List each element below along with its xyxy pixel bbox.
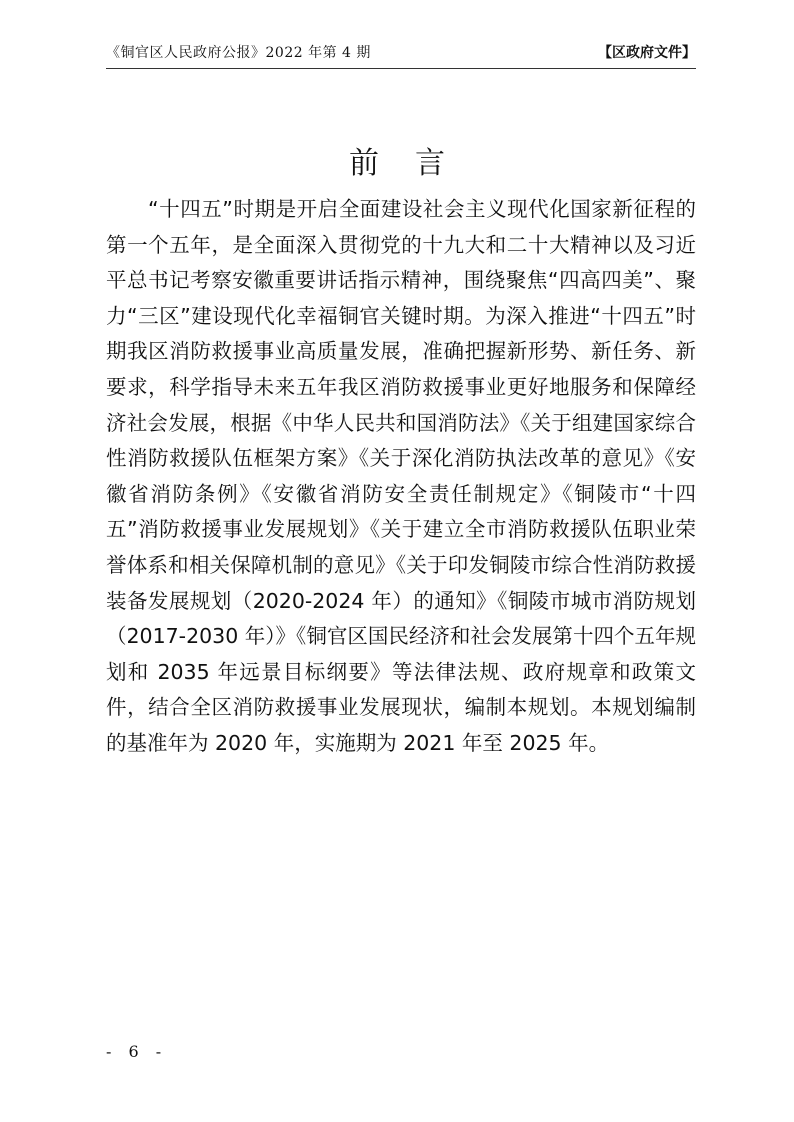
gazette-issue-label: 《铜官区人民政府公报》2022 年第 4 期 <box>106 45 371 61</box>
running-header <box>106 38 696 69</box>
preface-paragraph: “十四五”时期是开启全面建设社会主义现代化国家新征程的第一个五年，是全面深入贯彻党的十九大和二十大精神以及习近平总书记考察安徽重要讲话指示精神，围绕聚焦“四高四美”、聚力“三区”建设现代化幸福铜官关键时期。为深入推进“十四五”时期我区消防救援事业高质量发展，准确把握新形势、新任务、新要求，科学指导未来五年我区消防救援事业更好地服务和保障经济社会发展，根据《中华人民共和国消防法》《关于组建国家综合性消防救援队伍框架方案》《关于深化消防执法改革的意见》《安徽省消防条例》《安徽省消防安全责任制规定》《铜陵市“十四五”消防救援事业发展规划》《关于建立全市消防救援队伍职业荣誉体系和相关保障机制的意见》《关于印发铜陵市综合性消防救援装备发展规划（2020-2024 年）的通知》《铜陵市城市消防规划（2017-2030 年）》《铜官区国民经济和社会发展第十四个五年规划和 2035 年远景目标纲要》等法律法规、政府规章和政策文件，结合全区消防救援事业发展现状，编制本规划。本规划编制的基准年为 2020 年，实施期为 2021 年至 2025 年。 <box>106 197 696 755</box>
page-number: - 6 - <box>106 1042 168 1061</box>
section-label: 【区政府文件】 <box>598 45 696 61</box>
page-title: 前言 <box>349 146 481 182</box>
